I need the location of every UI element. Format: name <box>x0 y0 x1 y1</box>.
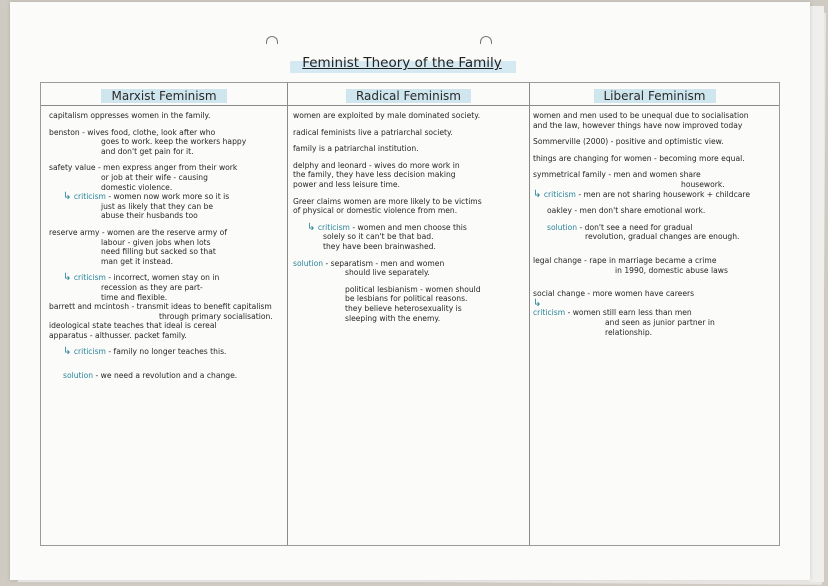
note-line: and don't get pain for it. <box>101 146 194 156</box>
criticism-line: criticism - women still earn less than men <box>533 308 692 318</box>
note-line: and the law, however things have now improved today <box>533 120 743 130</box>
note-line: through primary socialisation. <box>159 311 273 321</box>
note-line: women and men used to be unequal due to socialisation <box>533 111 749 120</box>
note-line: be lesbians for political reasons. <box>345 294 468 304</box>
arrow-icon: ↳ <box>63 272 72 284</box>
note-line: should live separately. <box>345 268 430 278</box>
note-line: ideological state teaches that ideal is cereal <box>49 321 217 331</box>
note-line: power and less leisure time. <box>293 179 400 189</box>
arrow-icon: ↳ <box>307 221 316 233</box>
note-line: need filling but sacked so that <box>101 247 216 257</box>
note-line: housework. <box>681 179 725 189</box>
note-line: social change - more women have careers <box>533 289 695 299</box>
criticism-line: ↳ criticism - family no longer teaches this. <box>63 346 227 358</box>
solution-line: solution - don't see a need for gradual <box>547 222 693 232</box>
note-line: things are changing for women - becoming more equal. <box>533 153 745 163</box>
note-line: in 1990, domestic abuse laws <box>615 265 728 275</box>
note-line: legal change - rape in marriage became a crime <box>533 255 717 265</box>
note-line: reserve army - women are the reserve army of <box>49 227 228 237</box>
note-line: oakley - men don't share emotional work. <box>547 206 706 216</box>
column-heading-radical: Radical Feminism <box>288 89 529 105</box>
liberal-notes <box>533 111 777 337</box>
arrow-line <box>533 299 777 309</box>
note-line: solely so it can't be that bad. <box>323 232 434 242</box>
note-line: of physical or domestic violence from men. <box>293 206 458 216</box>
note-line: political lesbianism - women should <box>345 284 481 294</box>
marxist-notes <box>49 111 285 381</box>
note-line: the family, they have less decision making <box>293 170 456 180</box>
criticism-line: ↳ criticism - men are not sharing housework + childcare <box>533 188 751 200</box>
header-divider <box>41 105 779 106</box>
column-heading-marxist: Marxist Feminism <box>41 89 287 105</box>
note-line: women are exploited by male dominated society. <box>293 111 481 120</box>
note-line: man get it instead. <box>101 256 174 266</box>
note-line: domestic violence. <box>101 182 173 192</box>
criticism-line: ↳ criticism - incorrect, women stay on in <box>63 272 220 284</box>
note-line: revolution, gradual changes are enough. <box>585 232 740 242</box>
arrow-icon: ↳ <box>533 297 542 309</box>
note-line: or job at their wife - causing <box>101 172 208 182</box>
note-line: symmetrical family - men and women share <box>533 170 701 180</box>
punch-hole-right <box>480 36 492 44</box>
comparison-table <box>40 82 780 546</box>
column-divider-2 <box>529 83 530 545</box>
note-line: Greer claims women are more likely to be victims <box>293 196 482 206</box>
note-line: Sommerville (2000) - positive and optimistic view. <box>533 137 724 147</box>
arrow-icon: ↳ <box>63 346 72 358</box>
note-line: they believe heterosexuality is <box>345 303 462 313</box>
criticism-line: ↳ criticism - women now work more so it is <box>63 191 230 203</box>
note-line: family is a patriarchal institution. <box>293 144 419 154</box>
note-line: safety value - men express anger from their work <box>49 163 238 173</box>
note-line: apparatus - althusser. packet family. <box>49 330 187 340</box>
note-line: capitalism oppresses women in the family. <box>49 111 211 120</box>
criticism-line: ↳ criticism - women and men choose this <box>307 221 467 233</box>
radical-notes <box>293 111 527 323</box>
note-line: delphy and leonard - wives do more work in <box>293 160 460 170</box>
note-line: just as likely that they can be <box>101 201 214 211</box>
solution-line: solution - we need a revolution and a change. <box>63 371 238 381</box>
note-line: abuse their husbands too <box>101 211 198 221</box>
note-line: benston - wives food, clothe, look after who <box>49 127 216 137</box>
note-line: and seen as junior partner in <box>605 317 715 327</box>
note-line: goes to work. keep the workers happy <box>101 137 247 147</box>
note-line: labour - given jobs when lots <box>101 237 211 247</box>
column-heading-liberal: Liberal Feminism <box>530 89 779 105</box>
arrow-icon: ↳ <box>533 188 542 200</box>
page-title: Feminist Theory of the Family <box>302 55 502 71</box>
note-line: relationship. <box>605 327 653 337</box>
column-divider-1 <box>287 83 288 545</box>
solution-line: solution - separatism - men and women <box>293 258 445 268</box>
note-line: they have been brainwashed. <box>323 241 436 251</box>
arrow-icon: ↳ <box>63 191 72 203</box>
note-line: sleeping with the enemy. <box>345 313 441 323</box>
note-line: radical feminists live a patriarchal society. <box>293 127 453 137</box>
note-line: recession as they are part- <box>101 282 203 292</box>
note-line: time and flexible. <box>101 292 168 302</box>
note-line: barrett and mcintosh - transmit ideas to benefit capitalism <box>49 302 272 312</box>
punch-hole-left <box>266 36 278 44</box>
